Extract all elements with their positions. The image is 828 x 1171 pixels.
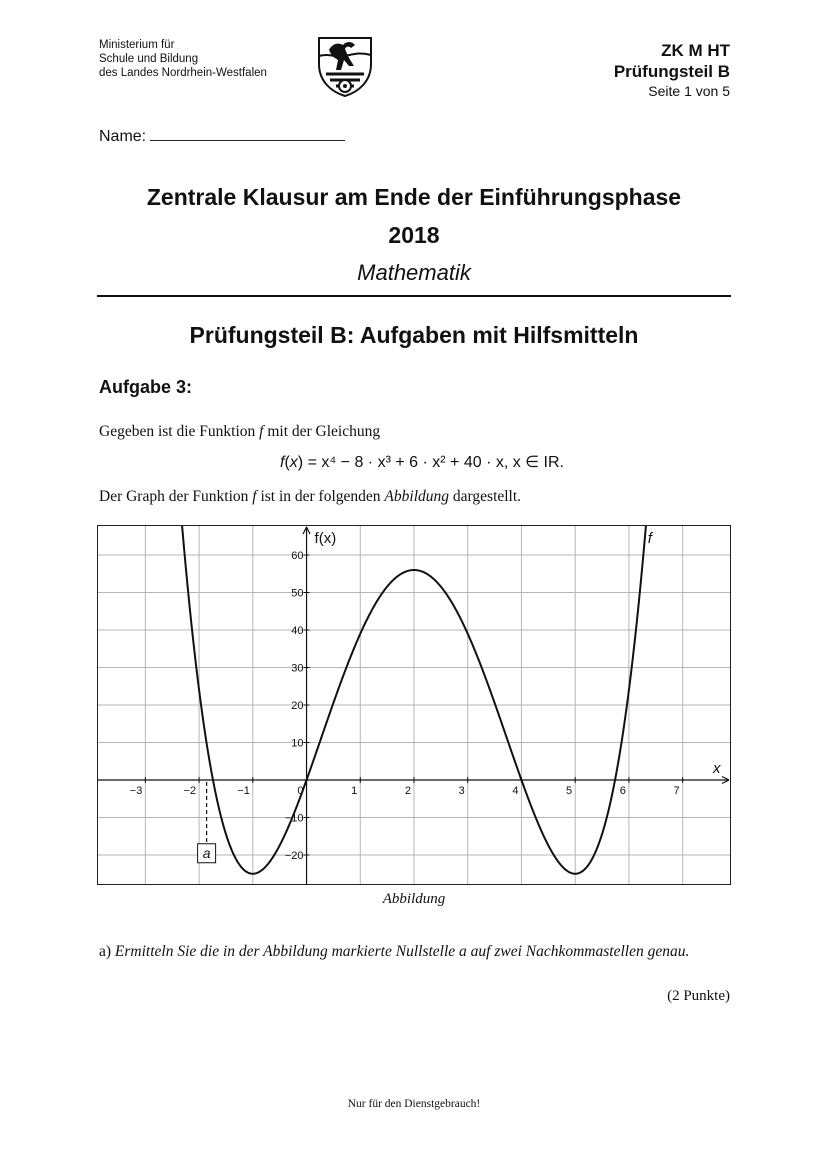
name-blank-line (150, 126, 345, 141)
x-tick-label: 7 (673, 785, 680, 797)
x-tick-label: 4 (512, 785, 519, 797)
name-field (99, 126, 345, 146)
x-tick-label: −3 (129, 785, 143, 797)
graph-sentence (99, 488, 521, 506)
x-tick-label: −2 (183, 785, 197, 797)
footer-note: Nur für den Dienstgebrauch! (347, 1098, 481, 1110)
page-number: Seite 1 von 5 (648, 83, 730, 99)
y-tick-label: 30 (291, 662, 304, 675)
x-tick-label: 6 (619, 785, 626, 797)
x-tick-label: 2 (404, 785, 411, 797)
name-label: Name: (99, 128, 147, 145)
root-marker-label: a (202, 844, 211, 861)
exam-subject: Mathematik (357, 260, 471, 285)
chart-ticks (130, 550, 683, 862)
chart-grid (97, 525, 731, 885)
intro-sentence (99, 423, 380, 441)
exam-year: 2018 (388, 222, 440, 248)
formula-f: f (280, 454, 285, 471)
chart-annotations (198, 530, 721, 863)
x-tick-label: 3 (458, 785, 465, 797)
intro-function-name: f (259, 423, 264, 440)
exam-part: Prüfungsteil B (613, 62, 730, 81)
function-graph (97, 525, 731, 885)
document-header (614, 40, 730, 100)
y-tick-label: −20 (284, 850, 304, 862)
task-title: Aufgabe 3: (99, 377, 193, 397)
graph-text-2: ist in der folgenden (256, 488, 385, 505)
formula-x: x (289, 454, 298, 471)
y-tick-label: 50 (291, 587, 304, 600)
x-tick-label: −1 (237, 785, 250, 797)
section-title: Prüfungsteil B: Aufgaben mit Hilfsmitteln (189, 322, 639, 348)
ministry-name (99, 38, 267, 80)
question-text: Ermitteln Sie die in der Abbildung markierte Nullstelle a auf zwei Nachkommastellen genau. (114, 943, 690, 960)
question-a (99, 940, 731, 964)
figure-caption: Abbildung (382, 891, 446, 907)
title-divider (97, 295, 731, 297)
question-points: (2 Punkte) (667, 988, 730, 1004)
graph-text-emph: Abbildung (384, 488, 450, 505)
y-tick-label: −10 (284, 812, 304, 825)
ministry-line-2: Schule und Bildung (99, 53, 199, 65)
x-tick-label: 5 (566, 785, 573, 797)
x-axis-label: x (713, 760, 721, 777)
graph-text-1: Der Graph der Funktion (99, 488, 253, 505)
y-axis-label: f(x) (314, 530, 337, 547)
function-equation: f(x) = x⁴ − 8 · x³ + 6 · x² + 40 · x, x ∈ IR. (280, 454, 564, 471)
x-tick-label: 1 (351, 785, 358, 797)
graph-text-3: dargestellt. (449, 488, 522, 505)
formula-rhs: = x⁴ − 8 · x³ + 6 · x² + 40 · x, x ∈ IR. (307, 454, 564, 471)
curve-label: f (647, 530, 652, 547)
coat-of-arms-icon (316, 36, 374, 98)
question-label: a) (99, 943, 112, 960)
exam-title: Zentrale Klausur am Ende der Einführungsphase (146, 184, 682, 210)
y-tick-label: 20 (291, 700, 304, 712)
chart-axes (97, 527, 729, 885)
y-tick-label: 60 (291, 550, 304, 562)
ministry-line-1: Ministerium für (99, 39, 175, 51)
ministry-line-3: des Landes Nordrhein-Westfalen (99, 67, 267, 79)
intro-text-1: Gegeben ist die Funktion (99, 423, 260, 440)
graph-function-name: f (252, 488, 257, 505)
y-tick-label: 40 (291, 625, 304, 637)
y-tick-label: 10 (291, 737, 304, 750)
intro-text-2: mit der Gleichung (263, 423, 381, 440)
exam-code: ZK M HT (661, 41, 730, 60)
x-tick-label: 0 (297, 785, 304, 797)
